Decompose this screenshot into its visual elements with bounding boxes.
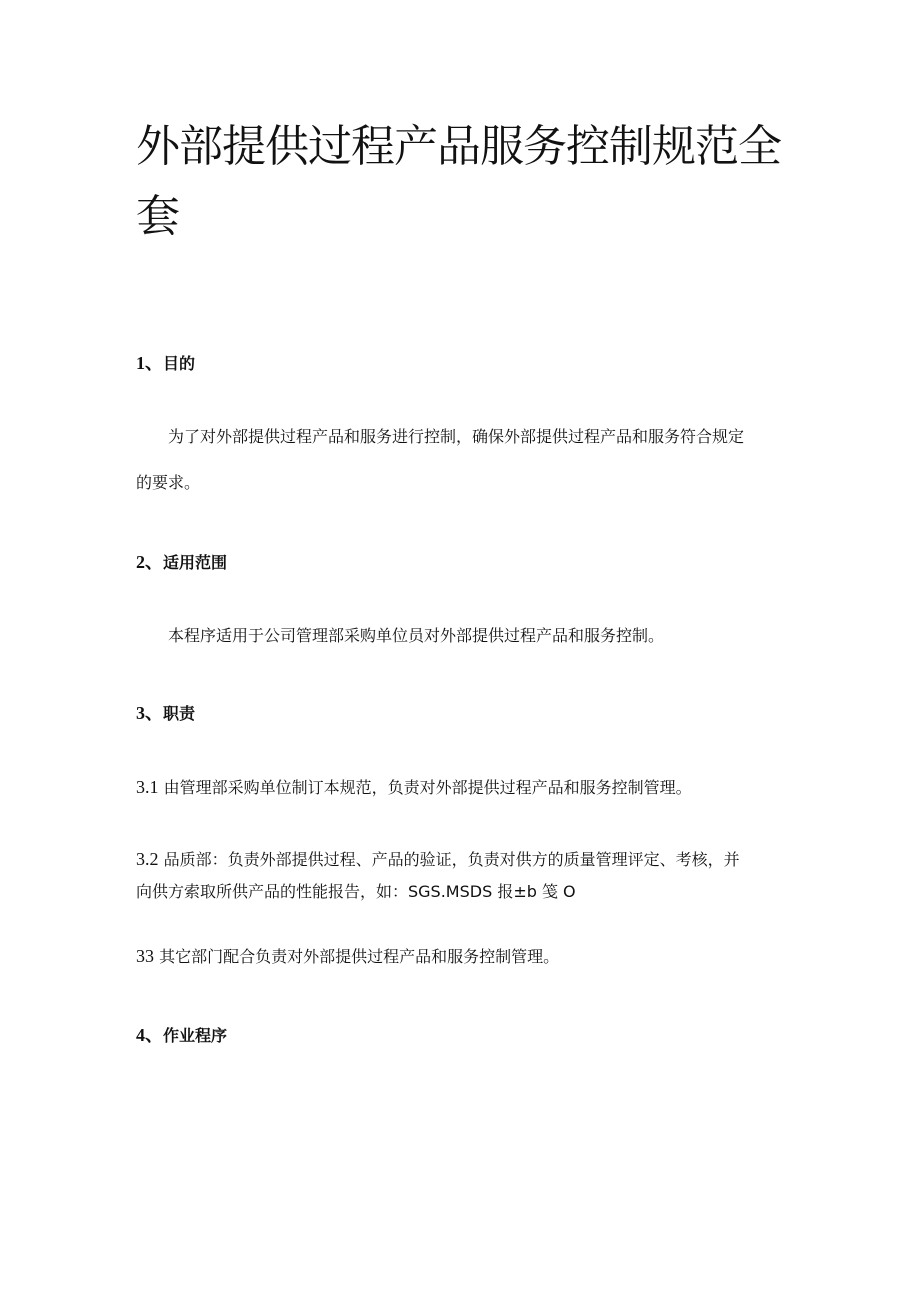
section-number: 3、 xyxy=(136,703,163,723)
section-heading-1 xyxy=(136,352,195,375)
item-text: 品质部：负责外部提供过程、产品的验证，负责对供方的质量管理评定、考核，并 xyxy=(163,850,740,869)
section-title: 目的 xyxy=(163,354,196,373)
item-text-continued: 向供方索取所供产品的性能报告，如：SGS.MSDS 报±b 笺 O xyxy=(136,882,576,901)
section-heading-4 xyxy=(136,1024,227,1047)
section-title: 职责 xyxy=(163,704,196,723)
section-number: 2、 xyxy=(136,552,163,572)
paragraph-line: 本程序适用于公司管理部采购单位员对外部提供过程产品和服务控制。 xyxy=(168,626,665,645)
item-number: 3.2 xyxy=(136,849,159,869)
section-2-paragraph xyxy=(136,625,820,647)
responsibility-item-3-1 xyxy=(136,776,788,799)
responsibility-item-3-2 xyxy=(136,848,788,903)
section-heading-2 xyxy=(136,551,227,574)
section-number: 1、 xyxy=(136,353,163,373)
section-heading-3 xyxy=(136,702,195,725)
document-title: 外部提供过程产品服务控制规范全套 xyxy=(136,121,781,242)
item-number: 3.1 xyxy=(136,777,159,797)
section-number: 4、 xyxy=(136,1025,163,1045)
responsibility-item-3-3 xyxy=(136,945,788,968)
item-text: 其它部门配合负责对外部提供过程产品和服务控制管理。 xyxy=(159,947,560,966)
section-1-paragraph xyxy=(136,426,820,494)
section-title: 作业程序 xyxy=(163,1026,228,1045)
paragraph-line: 为了对外部提供过程产品和服务进行控制，确保外部提供过程产品和服务符合规定 xyxy=(168,427,745,446)
section-title: 适用范围 xyxy=(163,553,228,572)
item-text: 由管理部采购单位制订本规范，负责对外部提供过程产品和服务控制管理。 xyxy=(163,778,692,797)
paragraph-line: 的要求。 xyxy=(136,473,201,492)
item-number: 33 xyxy=(136,946,154,966)
